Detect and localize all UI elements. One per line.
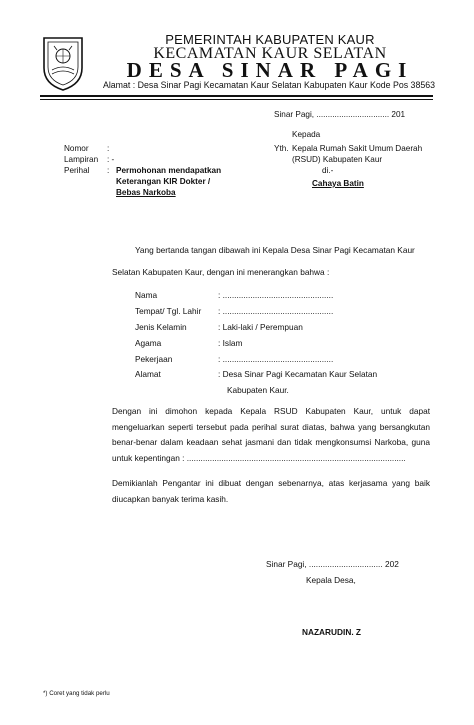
letterhead-rule-thin [40,99,433,100]
jenis-kelamin-value: : Laki-laki / Perempuan [218,322,303,332]
nomor-label: Nomor [64,144,89,153]
agama-value: : Islam [218,338,243,348]
intro-line1: Yang bertanda tangan dibawah ini Kepala Desa Sinar Pagi Kecamatan Kaur [135,245,415,255]
signatory-name: NAZARUDIN. Z [302,627,361,637]
footnote: *) Coret yang tidak perlu [43,690,110,697]
addressee-line3: di.- [322,166,334,175]
ttl-value: : ................................................ [218,306,334,316]
alamat-value-line2: Kabupaten Kaur. [227,385,289,395]
addressee-line1: Kepala Rumah Sakit Umum Daerah [292,144,423,153]
nama-label: Nama [135,290,158,300]
letterhead-district: KECAMATAN KAUR SELATAN [153,45,387,62]
nomor-value: : [107,144,110,153]
perihal-line1: Permohonan mendapatkan [116,166,222,175]
letterhead-rule-thick [40,95,433,97]
intro-line2: Selatan Kabupaten Kaur, dengan ini menerangkan bahwa : [112,267,330,277]
request-paragraph: Dengan ini dimohon kepada Kepala RSUD Kabupaten Kaur, untuk dapat mengeluarkan seperti tersebut pada perihal surat diatas, bahwa yang bersangkutan benar-benar dalam keadaan sehat jasmani dan tidak mengkonsumsi Narkoba, guna untuk kepentingan : ............................................................................................... [112,406,430,463]
closing-paragraph: Demikianlah Pengantar ini dibuat dengan sebenarnya, atas kerjasama yang baik diucapkan banyak terima kasih. [112,478,430,504]
signature-title: Kepala Desa, [306,575,356,585]
signature-place-date: Sinar Pagi, ................................ 202 [266,559,399,569]
jenis-kelamin-label: Jenis Kelamin [135,322,187,332]
addressee-yth: Yth. [274,144,289,153]
place-date-top: Sinar Pagi, ................................ 201 [274,110,406,119]
addressee-city: Cahaya Batin [312,179,364,188]
lampiran-value: : - [107,155,115,164]
letterhead-address: Alamat : Desa Sinar Pagi Kecamatan Kaur Selatan Kabupaten Kaur Kode Pos 38563 [102,80,436,90]
pekerjaan-label: Pekerjaan [135,354,173,364]
perihal-line2: Keterangan KIR Dokter / [116,177,211,186]
alamat-value: : Desa Sinar Pagi Kecamatan Kaur Selatan [218,369,378,379]
addressee-kepada: Kepada [292,130,321,139]
letterhead-government: PEMERINTAH KABUPATEN KAUR [165,32,375,47]
perihal-colon: : [107,166,110,175]
ttl-label: Tempat/ Tgl. Lahir [135,306,202,316]
alamat-label: Alamat [135,369,161,379]
agama-label: Agama [135,338,162,348]
letterhead-village: DESA SINAR PAGI [126,58,414,82]
pekerjaan-value: : ................................................ [218,354,334,364]
perihal-label: Perihal [64,166,90,175]
addressee-line2: (RSUD) Kabupaten Kaur [292,155,383,164]
regency-emblem-logo [40,34,86,92]
nama-value: : ................................................ [218,290,334,300]
perihal-line3: Bebas Narkoba [116,188,176,197]
lampiran-label: Lampiran [64,155,99,164]
